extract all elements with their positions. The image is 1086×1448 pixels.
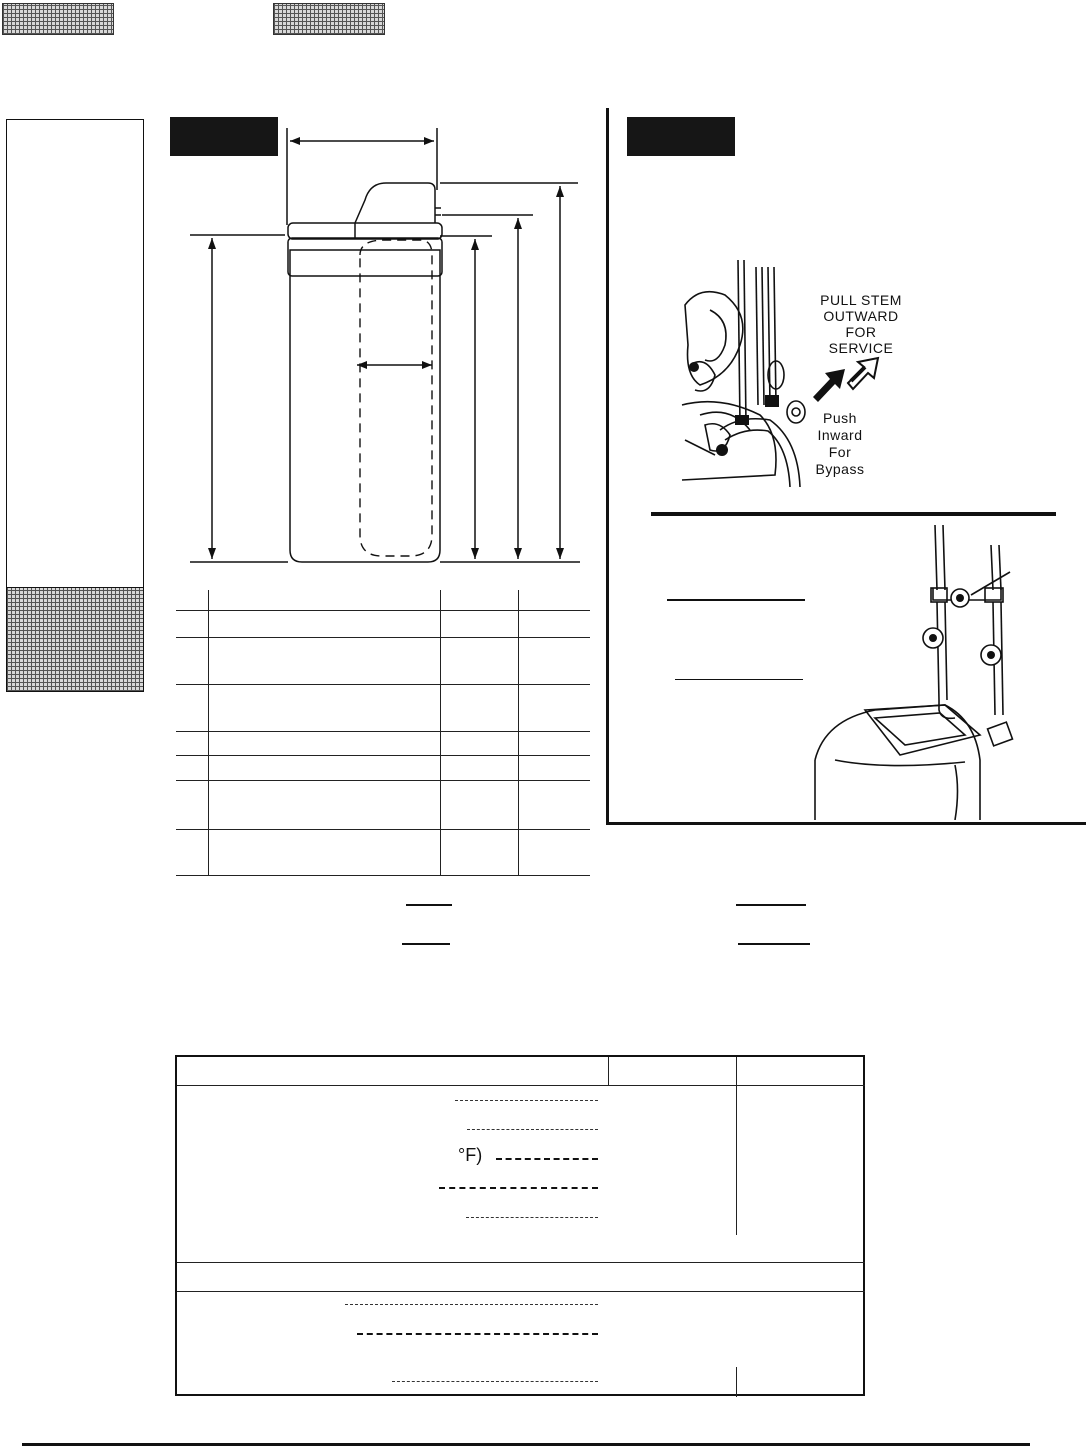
header-texture-left	[2, 3, 114, 35]
leader-dots	[496, 1158, 598, 1160]
footer-rule	[22, 1443, 1030, 1446]
leader-dots	[455, 1100, 598, 1101]
right-panel-blank-1	[667, 599, 805, 601]
grid-line	[176, 610, 590, 611]
grid-col-line	[440, 590, 441, 876]
panel-divider-horizontal	[606, 822, 1086, 825]
spec-table-col	[608, 1057, 609, 1085]
form-blank	[406, 904, 452, 906]
leader-dots	[345, 1304, 598, 1305]
softener-bypass-drawing	[805, 520, 1035, 820]
right-panel-blank-2	[675, 679, 803, 680]
form-blank	[738, 943, 810, 945]
grid-line	[176, 875, 590, 876]
panel-divider-vertical	[606, 108, 609, 824]
leader-dots	[439, 1187, 598, 1189]
right-panel-rule	[651, 512, 1056, 516]
spec-table	[175, 1055, 865, 1396]
grid-line	[176, 829, 590, 830]
leader-dots	[467, 1129, 598, 1130]
spec-table-header-rule	[177, 1085, 865, 1086]
grid-line	[176, 755, 590, 756]
grid-line	[176, 684, 590, 685]
form-blank	[402, 943, 450, 945]
callout-pull-stem: PULL STEM OUTWARD FOR SERVICE	[820, 292, 902, 356]
header-texture-right	[273, 3, 385, 35]
figure-label-block-right	[627, 117, 735, 156]
grid-line	[176, 637, 590, 638]
grid-line	[176, 731, 590, 732]
sidebar-box	[6, 119, 144, 692]
leader-dots	[357, 1333, 598, 1335]
form-blank	[736, 904, 806, 906]
spec-table-section-rule	[177, 1262, 865, 1263]
spec-table-col	[736, 1367, 737, 1397]
spec-table-col	[736, 1057, 737, 1235]
tank-dimension-drawing	[150, 110, 600, 580]
grid-col-line	[208, 590, 209, 876]
grid-col-line	[518, 590, 519, 876]
sidebar-texture	[7, 587, 143, 691]
grid-line	[176, 780, 590, 781]
degree-unit-label: °F)	[458, 1145, 483, 1165]
leader-dots	[466, 1217, 598, 1218]
spec-table-section-rule	[177, 1291, 865, 1292]
callout-push-inward: Push Inward For Bypass	[815, 410, 865, 477]
leader-dots	[392, 1381, 598, 1382]
